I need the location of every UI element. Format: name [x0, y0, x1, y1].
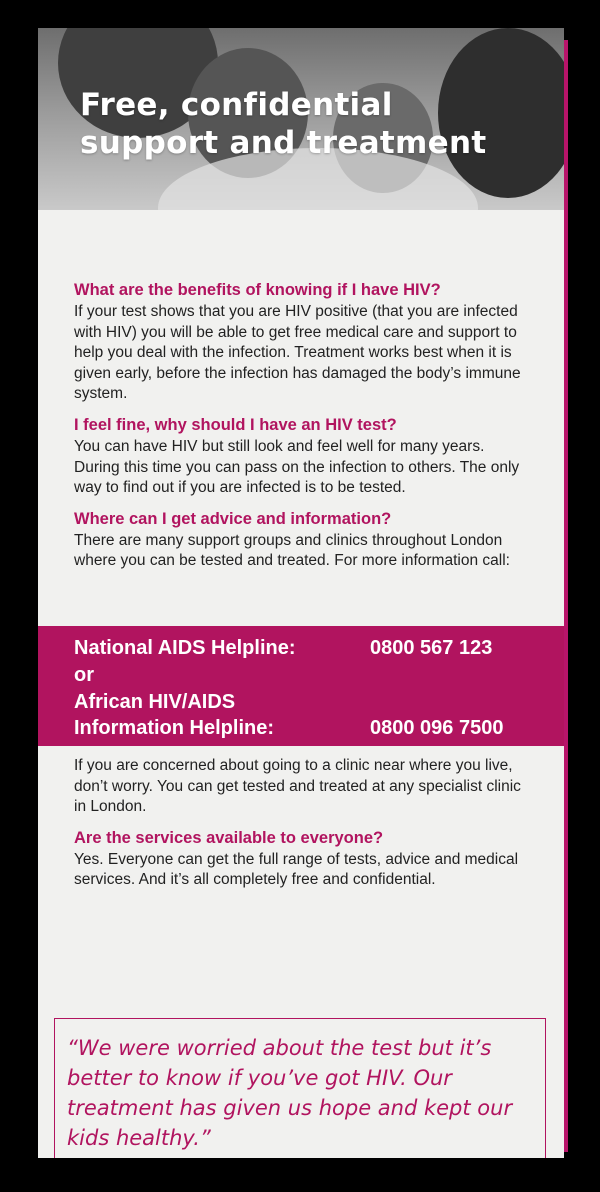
- answer-benefits: If your test shows that you are HIV positive (that you are infected with HIV) you will be able to get free medical care and support to help you deal with the infection. Treatment works best when it is given early, before the infection has damaged the body’s immune system.: [74, 303, 521, 403]
- question-services: Are the services available to everyone?: [74, 828, 384, 847]
- hero-title-line-2: support and treatment: [80, 125, 487, 161]
- question-benefits: What are the benefits of knowing if I have HIV?: [74, 281, 441, 299]
- african-helpline-number: 0800 096 7500: [370, 717, 504, 739]
- hero-photo: [38, 28, 564, 210]
- faq-section-bottom: [74, 756, 534, 901]
- hero-title: [80, 86, 486, 162]
- helpline-or: or: [74, 664, 94, 686]
- answer-services: Yes. Everyone can get the full range of tests, advice and medical services. And it’s all completely free and confidential.: [74, 850, 519, 889]
- question-advice: Where can I get advice and information?: [74, 509, 392, 528]
- helpline-band: [38, 626, 564, 746]
- clinic-paragraph: If you are concerned about going to a clinic near where you live, don’t worry. You can get tested and treated at any specialist clinic in London.: [74, 757, 521, 816]
- national-helpline-label: National AIDS Helpline:: [74, 637, 296, 659]
- hero-title-line-1: Free, confidential: [80, 87, 393, 123]
- leaflet-page: [38, 28, 564, 1158]
- african-helpline-label-line-2: Information Helpline:: [74, 717, 274, 739]
- answer-feel-fine: You can have HIV but still look and feel well for many years. During this time you can pass on the infection to others. The only way to find out if you are infected is to be tested.: [74, 437, 520, 497]
- african-helpline-label-line-1: African HIV/AIDS: [74, 691, 236, 713]
- national-helpline-number: 0800 567 123: [370, 637, 493, 659]
- testimonial-quote: “We were worried about the test but it’s better to know if you’ve got HIV. Our treatment has given us hope and kept our kids healthy.”: [67, 1036, 513, 1150]
- question-feel-fine: I feel fine, why should I have an HIV test?: [74, 415, 397, 434]
- faq-section-top: [74, 280, 534, 582]
- answer-advice: There are many support groups and clinics throughout London where you can be tested and treated. For more information call:: [74, 531, 510, 570]
- testimonial-box: [54, 1018, 546, 1158]
